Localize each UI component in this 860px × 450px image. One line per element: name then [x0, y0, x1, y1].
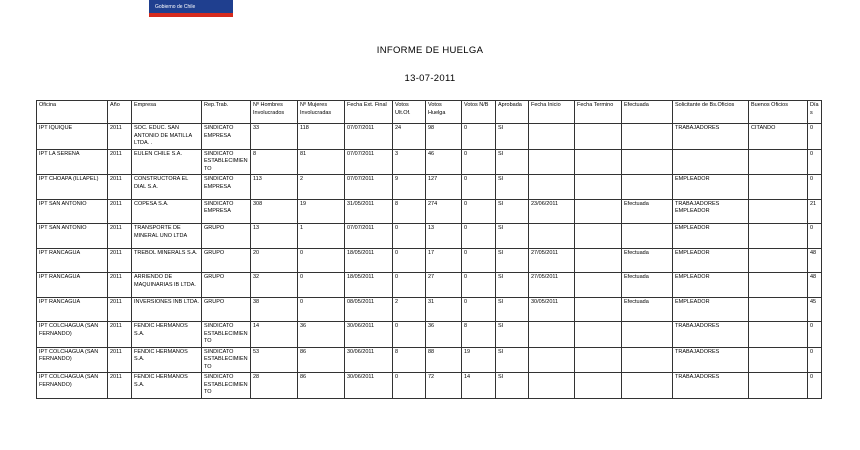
table-cell: CONSTRUCTORA EL DIAL S.A.: [132, 175, 202, 200]
table-cell: 36: [426, 322, 462, 348]
table-cell: Efectuada: [622, 199, 673, 224]
table-cell: 53: [251, 347, 298, 373]
table-cell: SINDICATO ESTABLECIMIENTO: [202, 373, 251, 399]
table-cell: 8: [251, 149, 298, 175]
table-cell: 14: [251, 322, 298, 348]
table-cell: 0: [462, 149, 496, 175]
table-cell: IPT COLCHAGUA (SAN FERNANDO): [37, 373, 108, 399]
table-cell: 48: [808, 273, 822, 298]
table-cell: 38: [251, 297, 298, 322]
table-cell: EMPLEADOR: [673, 248, 749, 273]
table-cell: 07/07/2011: [345, 124, 393, 150]
table-cell: 118: [298, 124, 345, 150]
table-row: [37, 347, 822, 373]
table-cell: [749, 149, 808, 175]
table-cell: IPT RANCAGUA: [37, 273, 108, 298]
column-header: Días: [808, 101, 822, 124]
table-cell: [749, 199, 808, 224]
table-cell: 32: [251, 273, 298, 298]
table-cell: GRUPO: [202, 273, 251, 298]
table-cell: 0: [462, 199, 496, 224]
report-date: 13-07-2011: [404, 73, 456, 84]
table-cell: [749, 175, 808, 200]
table-cell: TRANSPORTE DE MINERAL UNO LTDA: [132, 224, 202, 249]
table-cell: 127: [426, 175, 462, 200]
table-row: [37, 175, 822, 200]
table-cell: [622, 373, 673, 399]
table-cell: 18/05/2011: [345, 273, 393, 298]
table-cell: 0: [393, 273, 426, 298]
column-header: Fecha Inicio: [529, 101, 575, 124]
table-cell: SINDICATO ESTABLECIMIENTO: [202, 347, 251, 373]
table-cell: 2: [298, 175, 345, 200]
table-cell: 113: [251, 175, 298, 200]
table-row: [37, 322, 822, 348]
table-row: [37, 373, 822, 399]
table-row: [37, 199, 822, 224]
table-cell: 17: [426, 248, 462, 273]
table-cell: 2011: [108, 149, 132, 175]
table-cell: [575, 248, 622, 273]
table-cell: [622, 347, 673, 373]
table-cell: 308: [251, 199, 298, 224]
table-cell: INVERSIONES INB LTDA.: [132, 297, 202, 322]
gobierno-logo: [149, 0, 233, 17]
table-cell: 45: [808, 297, 822, 322]
table-cell: 24: [393, 124, 426, 150]
table-row: [37, 149, 822, 175]
table-cell: 30/05/2011: [529, 297, 575, 322]
table-cell: IPT SAN ANTONIO: [37, 224, 108, 249]
table-cell: [529, 149, 575, 175]
table-cell: [749, 248, 808, 273]
table-cell: [575, 199, 622, 224]
table-cell: 07/07/2011: [345, 149, 393, 175]
table-cell: [622, 175, 673, 200]
table-cell: [529, 347, 575, 373]
table-cell: IPT COLCHAGUA (SAN FERNANDO): [37, 347, 108, 373]
table-cell: SINDICATO ESTABLECIMIENTO: [202, 322, 251, 348]
table-cell: 27/05/2011: [529, 248, 575, 273]
table-cell: TRABAJADORES: [673, 347, 749, 373]
report-title: INFORME DE HUELGA: [376, 45, 484, 56]
table-cell: 23/06/2011: [529, 199, 575, 224]
table-cell: [529, 124, 575, 150]
table-cell: EMPLEADOR: [673, 297, 749, 322]
table-cell: TRABAJADORES: [673, 124, 749, 150]
table-cell: SI: [496, 124, 529, 150]
table-cell: [529, 224, 575, 249]
table-cell: [622, 124, 673, 150]
table-cell: [529, 322, 575, 348]
table-cell: 0: [808, 124, 822, 150]
column-header: Efectuada: [622, 101, 673, 124]
table-cell: Efectuada: [622, 248, 673, 273]
table-cell: [575, 373, 622, 399]
column-header: Buenos Oficios: [749, 101, 808, 124]
table-cell: 9: [393, 175, 426, 200]
table-cell: 19: [298, 199, 345, 224]
table-cell: 3: [393, 149, 426, 175]
table-row: [37, 273, 822, 298]
table-cell: 0: [462, 297, 496, 322]
table-cell: 0: [808, 347, 822, 373]
table-cell: 33: [251, 124, 298, 150]
table-cell: IPT CHOAPA (ILLAPEL): [37, 175, 108, 200]
table-cell: IPT LA SERENA: [37, 149, 108, 175]
table-cell: 86: [298, 373, 345, 399]
table-cell: 0: [462, 273, 496, 298]
table-cell: 0: [393, 224, 426, 249]
strike-report-table: [36, 100, 822, 399]
table-cell: 2011: [108, 224, 132, 249]
table-cell: SINDICATO EMPRESA: [202, 199, 251, 224]
table-cell: SINDICATO EMPRESA: [202, 175, 251, 200]
table-row: [37, 297, 822, 322]
table-cell: 13: [426, 224, 462, 249]
table-cell: [673, 149, 749, 175]
table-cell: 2011: [108, 248, 132, 273]
table-cell: 07/07/2011: [345, 224, 393, 249]
column-header: Nº Mujeres Involucradas: [298, 101, 345, 124]
table-cell: 0: [393, 248, 426, 273]
table-cell: 07/07/2011: [345, 175, 393, 200]
column-header: Nº Hombres Involucrados: [251, 101, 298, 124]
table-cell: [575, 224, 622, 249]
column-header: Votos N/B: [462, 101, 496, 124]
table-cell: FENDIC HERMANOS S.A.: [132, 347, 202, 373]
table-cell: [622, 149, 673, 175]
table-cell: GRUPO: [202, 248, 251, 273]
table-cell: [749, 297, 808, 322]
table-cell: 8: [393, 347, 426, 373]
table-cell: 0: [808, 175, 822, 200]
table-cell: COPESA S.A.: [132, 199, 202, 224]
table-cell: 0: [462, 124, 496, 150]
table-cell: SI: [496, 224, 529, 249]
table-cell: TREBOL MINERALS S.A.: [132, 248, 202, 273]
table-cell: FENDIC HERMANOS S.A.: [132, 322, 202, 348]
table-cell: 2011: [108, 199, 132, 224]
table-cell: 2011: [108, 124, 132, 150]
table-cell: 46: [426, 149, 462, 175]
table-cell: [529, 373, 575, 399]
table-cell: [575, 149, 622, 175]
table-cell: EMPLEADOR: [673, 224, 749, 249]
table-cell: 19: [462, 347, 496, 373]
table-cell: SI: [496, 297, 529, 322]
table-cell: 30/06/2011: [345, 347, 393, 373]
column-header: Empresa: [132, 101, 202, 124]
table-cell: 98: [426, 124, 462, 150]
table-cell: TRABAJADORES: [673, 373, 749, 399]
column-header: Rep.Trab.: [202, 101, 251, 124]
table-cell: 2011: [108, 273, 132, 298]
table-cell: 2: [393, 297, 426, 322]
table-cell: 2011: [108, 297, 132, 322]
table-cell: IPT IQUIQUE: [37, 124, 108, 150]
table-cell: EMPLEADOR: [673, 273, 749, 298]
table-cell: 18/05/2011: [345, 248, 393, 273]
table-cell: 30/06/2011: [345, 373, 393, 399]
table-cell: 0: [808, 322, 822, 348]
table-cell: [529, 175, 575, 200]
table-cell: [575, 124, 622, 150]
table-cell: 0: [298, 297, 345, 322]
table-cell: 8: [462, 322, 496, 348]
table-cell: 28: [251, 373, 298, 399]
table-row: [37, 124, 822, 150]
table-header-row: [37, 101, 822, 124]
table-cell: [575, 175, 622, 200]
table-cell: GRUPO: [202, 297, 251, 322]
table-cell: 0: [298, 248, 345, 273]
table-cell: 31: [426, 297, 462, 322]
column-header: Votos Ult.Of.: [393, 101, 426, 124]
table-cell: Efectuada: [622, 273, 673, 298]
table-cell: SI: [496, 322, 529, 348]
table-cell: [575, 297, 622, 322]
table-cell: 20: [251, 248, 298, 273]
table-cell: SINDICATO ESTABLECIMIENTO: [202, 149, 251, 175]
table-cell: [575, 273, 622, 298]
table-cell: 0: [808, 149, 822, 175]
table-cell: 31/05/2011: [345, 199, 393, 224]
table-cell: 2011: [108, 347, 132, 373]
table-cell: IPT SAN ANTONIO: [37, 199, 108, 224]
table-cell: 0: [462, 175, 496, 200]
table-cell: 8: [393, 199, 426, 224]
table-cell: EMPLEADOR: [673, 175, 749, 200]
table-cell: SI: [496, 373, 529, 399]
column-header: Fecha Ext. Final: [345, 101, 393, 124]
column-header: Aprobada: [496, 101, 529, 124]
table-cell: [749, 322, 808, 348]
table-cell: IPT RANCAGUA: [37, 248, 108, 273]
table-cell: 21: [808, 199, 822, 224]
column-header: Año: [108, 101, 132, 124]
table-cell: [575, 322, 622, 348]
column-header: Oficina: [37, 101, 108, 124]
table-cell: Efectuada: [622, 297, 673, 322]
table-row: [37, 224, 822, 249]
column-header: Fecha Termino: [575, 101, 622, 124]
table-cell: EULEN CHILE S.A.: [132, 149, 202, 175]
logo-text: Gobierno de Chile: [155, 4, 196, 10]
table-cell: IPT COLCHAGUA (SAN FERNANDO): [37, 322, 108, 348]
table-cell: 0: [808, 373, 822, 399]
table-cell: FENDIC HERMANOS S.A.: [132, 373, 202, 399]
table-cell: SI: [496, 248, 529, 273]
table-cell: 36: [298, 322, 345, 348]
table-cell: 27/05/2011: [529, 273, 575, 298]
table-cell: SI: [496, 149, 529, 175]
table-cell: 2011: [108, 175, 132, 200]
table-cell: TRABAJADORES EMPLEADOR: [673, 199, 749, 224]
table-cell: SI: [496, 347, 529, 373]
table-cell: 88: [426, 347, 462, 373]
table-cell: 72: [426, 373, 462, 399]
table-cell: 0: [393, 322, 426, 348]
table-cell: [575, 347, 622, 373]
table-cell: 30/06/2011: [345, 322, 393, 348]
table-cell: 0: [462, 224, 496, 249]
table-cell: SINDICATO EMPRESA: [202, 124, 251, 150]
table-cell: 1: [298, 224, 345, 249]
table-cell: 2011: [108, 322, 132, 348]
table-cell: 0: [808, 224, 822, 249]
table-cell: TRABAJADORES: [673, 322, 749, 348]
column-header: Votos Huelga: [426, 101, 462, 124]
table-cell: 2011: [108, 373, 132, 399]
table-cell: ARRIENDO DE MAQUINARIAS IB LTDA.: [132, 273, 202, 298]
table-cell: 27: [426, 273, 462, 298]
table-cell: GRUPO: [202, 224, 251, 249]
table-cell: [622, 224, 673, 249]
column-header: Solicitante de Bs.Oficios: [673, 101, 749, 124]
table-cell: [749, 224, 808, 249]
table-cell: 08/05/2011: [345, 297, 393, 322]
table-cell: 14: [462, 373, 496, 399]
table-cell: [749, 373, 808, 399]
table-cell: SI: [496, 273, 529, 298]
table-cell: [622, 322, 673, 348]
table-cell: 274: [426, 199, 462, 224]
table-cell: 13: [251, 224, 298, 249]
table-cell: IPT RANCAGUA: [37, 297, 108, 322]
table-cell: SOC. EDUC. SAN ANTONIO DE MATILLA LTDA. .: [132, 124, 202, 150]
table-cell: 48: [808, 248, 822, 273]
table-cell: SI: [496, 199, 529, 224]
table-row: [37, 248, 822, 273]
table-cell: 0: [462, 248, 496, 273]
table-cell: 0: [298, 273, 345, 298]
table-cell: [749, 273, 808, 298]
table-cell: [749, 347, 808, 373]
table-cell: 86: [298, 347, 345, 373]
table-cell: 0: [393, 373, 426, 399]
table-cell: 81: [298, 149, 345, 175]
table-cell: CITANDO: [749, 124, 808, 150]
table-cell: SI: [496, 175, 529, 200]
